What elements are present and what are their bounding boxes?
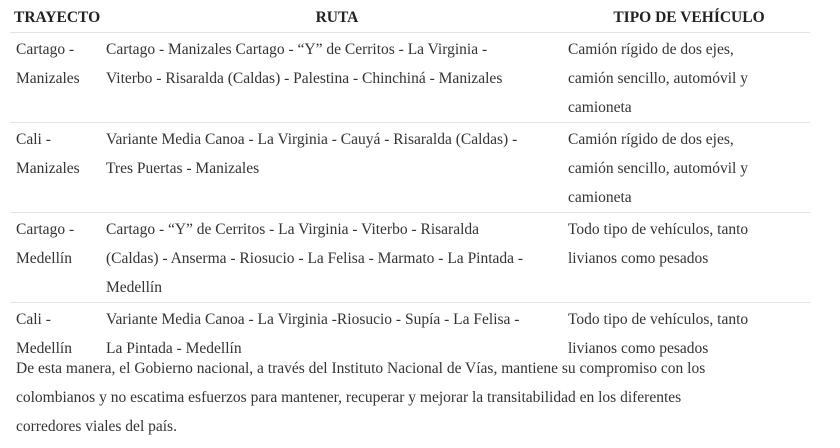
table-row — [10, 123, 810, 213]
cell-line: Cartago - Manizales Cartago - “Y” de Cerritos - La Virginia - — [106, 41, 488, 58]
cell-line: Tres Puertas - Manizales — [106, 160, 260, 177]
cell-vehiculo — [568, 33, 810, 123]
cell-line: Cartago - — [16, 41, 75, 58]
cell-line: Manizales — [16, 160, 80, 177]
cell-trayecto — [10, 123, 106, 213]
cell-line: Todo tipo de vehículos, tanto — [568, 311, 749, 328]
cell-line: camión sencillo, automóvil y — [568, 70, 748, 87]
cell-trayecto — [10, 213, 106, 303]
header-trayecto: TRAYECTO — [10, 4, 106, 33]
cell-line: Cali - — [16, 311, 51, 328]
paragraph-line: corredores viales del país. — [16, 418, 177, 435]
cell-ruta — [106, 123, 568, 213]
cell-line: camioneta — [568, 99, 632, 116]
cell-line: Variante Media Canoa - La Virginia -Riosucio - Supía - La Felisa - — [106, 311, 520, 328]
cell-line: Medellín — [16, 250, 72, 267]
cell-vehiculo — [568, 123, 810, 213]
cell-vehiculo — [568, 213, 810, 303]
paragraph-line: De esta manera, el Gobierno nacional, a través del Instituto Nacional de Vías, mantiene su compromiso con los — [16, 360, 706, 377]
cell-line: Camión rígido de dos ejes, — [568, 41, 734, 58]
cell-line: Cartago - — [16, 221, 75, 238]
cell-line: Variante Media Canoa - La Virginia - Cauyá - Risaralda (Caldas) - — [106, 131, 518, 148]
cell-line: camioneta — [568, 189, 632, 206]
cell-line: livianos como pesados — [568, 250, 709, 267]
cell-line: Medellín — [16, 340, 72, 357]
closing-paragraph — [16, 354, 816, 441]
cell-ruta — [106, 33, 568, 123]
cell-line: Medellín — [106, 279, 162, 296]
routes-table — [10, 4, 810, 363]
cell-line: Viterbo - Risaralda (Caldas) - Palestina - Chinchiná - Manizales — [106, 70, 503, 87]
cell-line: Manizales — [16, 70, 80, 87]
cell-line: Todo tipo de vehículos, tanto — [568, 221, 749, 238]
cell-trayecto — [10, 33, 106, 123]
header-ruta: RUTA — [106, 4, 568, 33]
table-row — [10, 213, 810, 303]
cell-line: Cali - — [16, 131, 51, 148]
cell-ruta — [106, 213, 568, 303]
table-header-row — [10, 4, 810, 33]
cell-line: Cartago - “Y” de Cerritos - La Virginia - Viterbo - Risaralda — [106, 221, 480, 238]
paragraph-line: colombianos y no escatima esfuerzos para mantener, recuperar y mejorar la transitabilidad en los diferentes — [16, 389, 682, 406]
table-row — [10, 33, 810, 123]
cell-line: La Pintada - Medellín — [106, 340, 242, 357]
cell-line: livianos como pesados — [568, 340, 709, 357]
header-tipo-vehiculo: TIPO DE VEHÍCULO — [568, 4, 810, 33]
cell-line: camión sencillo, automóvil y — [568, 160, 748, 177]
cell-line: Camión rígido de dos ejes, — [568, 131, 734, 148]
cell-line: (Caldas) - Anserma - Riosucio - La Felisa - Marmato - La Pintada - — [106, 250, 524, 267]
